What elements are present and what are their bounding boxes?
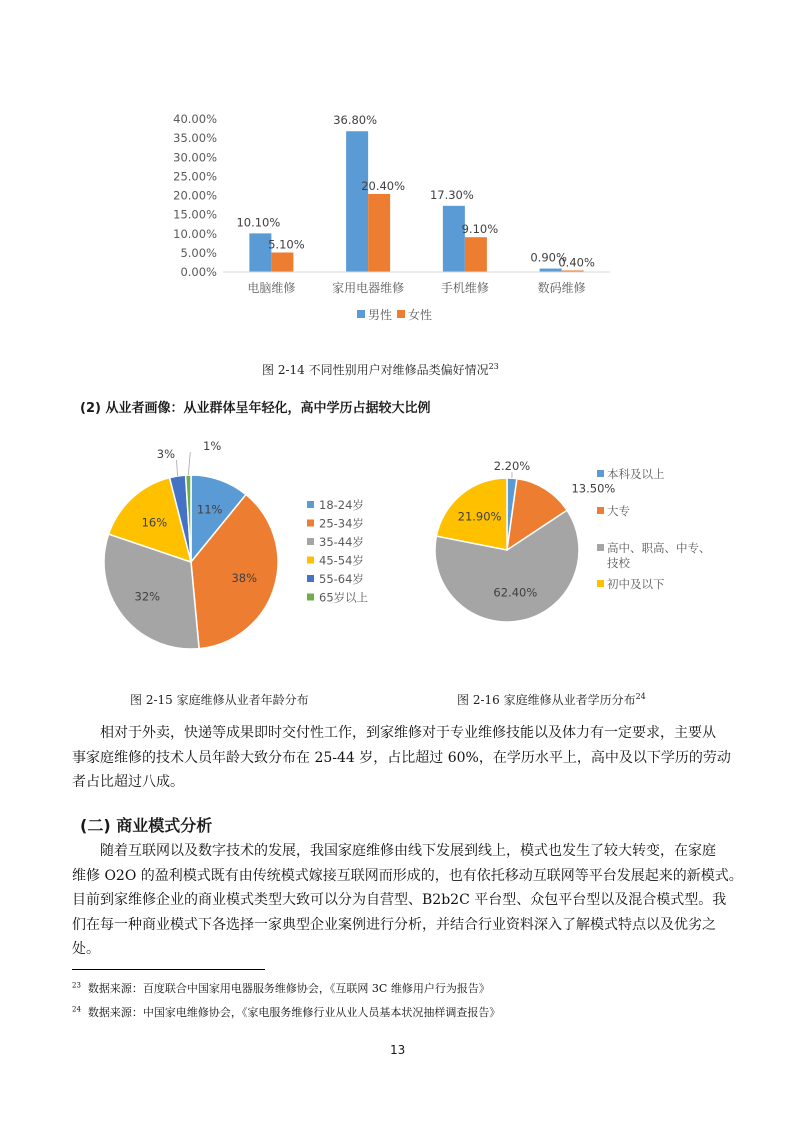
bar-male (443, 206, 465, 272)
legend-label: 男性 (368, 308, 393, 322)
bar-chart-category-preference (160, 100, 630, 340)
y-tick-label: 20.00% (173, 188, 217, 203)
footnote-number: 24 (72, 1005, 81, 1014)
legend-label: 本科及以上 (607, 467, 665, 481)
caption-text: 图 2-16 家庭维修从业者学历分布 (457, 693, 636, 707)
pie-data-label: 2.20% (493, 459, 531, 473)
footnote-text: 数据来源：中国家电维修协会，《家电服务维修行业从业人员基本状况抽样调查报告》 (87, 1006, 501, 1019)
pie-data-label: 38% (231, 571, 258, 586)
y-tick-label: 40.00% (173, 112, 217, 126)
legend-swatch (597, 580, 604, 587)
bar-chart-x-axis (223, 272, 610, 295)
legend-swatch (307, 557, 314, 564)
figure-caption-2-16 (457, 691, 646, 708)
legend-label: 65岁以上 (319, 590, 369, 605)
paragraph-line: 处。 (72, 941, 100, 957)
legend-swatch (307, 538, 314, 545)
paragraph-line: 相对于外卖，快递等成果即时交付性工作，到家维修对于专业维修技能以及体力有一定要求，主要从 (100, 725, 716, 741)
paragraph-business-model-intro (72, 839, 743, 962)
pie-data-label: 13.50% (571, 481, 616, 496)
bar-data-label: 10.10% (236, 215, 281, 230)
footnote-23 (72, 980, 490, 996)
x-tick-label: 数码维修 (537, 281, 586, 295)
legend-swatch (357, 310, 365, 318)
paragraph-age-education-summary (72, 721, 731, 795)
legend-label: 女性 (408, 308, 433, 322)
legend-label: 18-24岁 (319, 498, 364, 512)
bar-chart-y-axis (173, 112, 217, 279)
paragraph-line: 目前到家维修企业的商业模式类型大致可以分为自营型、B2b2C 平台型、众包平台型以及混合模式型。我 (72, 892, 727, 908)
y-tick-label: 0.00% (180, 265, 217, 279)
pie-chart-age-distribution (95, 430, 395, 655)
paragraph-line: 维修 O2O 的盈利模式既有由传统模式嫁接互联网而形成的，也有依托移动互联网等平台发展起来的新模式。 (72, 867, 743, 884)
legend-label: 技校 (607, 556, 630, 570)
bar-female (465, 237, 487, 272)
bar-data-label: 0.90% (530, 250, 567, 265)
footnote-text: 数据来源：百度联合中国家用电器服务维修协会，《互联网 3C 维修用户行为报告》 (87, 982, 490, 995)
bar-data-label: 20.40% (361, 178, 406, 193)
bar-data-label: 9.10% (461, 222, 499, 237)
x-tick-label: 电脑维修 (247, 281, 296, 295)
bar-data-label: 5.10% (268, 237, 305, 252)
bar-male (346, 131, 368, 272)
y-tick-label: 15.00% (173, 207, 217, 222)
bar-chart-bars (236, 113, 595, 272)
bar-female (271, 252, 293, 272)
figure-caption-2-15: 图 2-15 家庭维修从业者年龄分布 (130, 693, 309, 707)
y-tick-label: 10.00% (173, 226, 217, 241)
paragraph-line: 事家庭维修的技术人员年龄大致分布在 25-44 岁，占比超过 60%，在学历水平上，高中及以下学历的劳动 (72, 749, 731, 766)
legend-label: 45-54岁 (319, 553, 364, 568)
pie-data-label: 1% (203, 439, 222, 453)
footnote-24 (72, 1004, 500, 1020)
bar-data-label: 0.40% (558, 255, 595, 270)
y-tick-label: 35.00% (173, 131, 217, 146)
paragraph-line: 们在每一种商业模式下各选择一家典型企业案例进行分析，并结合行业资料深入了解模式特点以及优劣之 (72, 916, 716, 933)
legend-label: 55-64岁 (319, 572, 364, 586)
legend-swatch (597, 507, 604, 514)
y-tick-label: 30.00% (173, 150, 217, 165)
age-pie-slices (104, 475, 278, 649)
section-title-business-model: (二) 商业模式分析 (80, 816, 213, 835)
legend-swatch (597, 470, 604, 477)
paragraph-line: 随着互联网以及数字技术的发展，我国家庭维修由线下发展到线上，模式也发生了较大转变，在家庭 (100, 843, 716, 859)
legend-swatch (307, 575, 314, 582)
legend-label: 大专 (607, 504, 630, 518)
page-number: 13 (390, 1043, 406, 1057)
pie-data-label: 16% (141, 515, 168, 530)
bar-chart-legend (357, 307, 432, 322)
legend-swatch (397, 310, 405, 318)
legend-swatch (597, 544, 604, 551)
pie-data-label: 3% (156, 447, 175, 461)
legend-label: 高中、职高、中专、 (607, 541, 711, 555)
subheading-practitioner-profile: (2) 从业者画像：从业群体呈年轻化，高中学历占据较大比例 (80, 401, 431, 416)
bar-female (368, 194, 390, 272)
paragraph-line: 者占比超过八成。 (72, 774, 184, 790)
bar-data-label: 36.80% (333, 113, 378, 128)
pie-chart-education-distribution (420, 452, 720, 632)
footnote-ref[interactable]: 24 (635, 692, 646, 701)
legend-swatch (307, 520, 314, 527)
pie-data-label: 11% (196, 502, 223, 517)
footnote-ref[interactable]: 23 (488, 362, 499, 371)
legend-label: 25-34岁 (319, 516, 364, 531)
pie-data-label: 32% (134, 589, 161, 604)
legend-swatch (307, 594, 314, 601)
caption-text: 图 2-14 不同性别用户对维修品类偏好情况 (262, 363, 489, 377)
x-tick-label: 家用电器维修 (332, 281, 405, 295)
pie-data-label: 62.40% (493, 585, 538, 600)
pie-leader-line (177, 460, 178, 476)
y-tick-label: 25.00% (173, 169, 217, 184)
pie-leader-line (188, 452, 190, 475)
bar-data-label: 17.30% (429, 187, 474, 202)
age-pie-legend (307, 498, 369, 605)
figure-caption-2-14 (262, 361, 499, 378)
footnote-number: 23 (72, 981, 81, 990)
legend-swatch (307, 501, 314, 508)
edu-pie-slices (435, 478, 579, 622)
x-tick-label: 手机维修 (440, 281, 489, 295)
legend-label: 35-44岁 (319, 535, 364, 549)
legend-label: 初中及以下 (607, 577, 665, 591)
pie-data-label: 21.90% (457, 509, 502, 524)
footnote-separator (72, 969, 265, 970)
y-tick-label: 5.00% (180, 245, 217, 260)
